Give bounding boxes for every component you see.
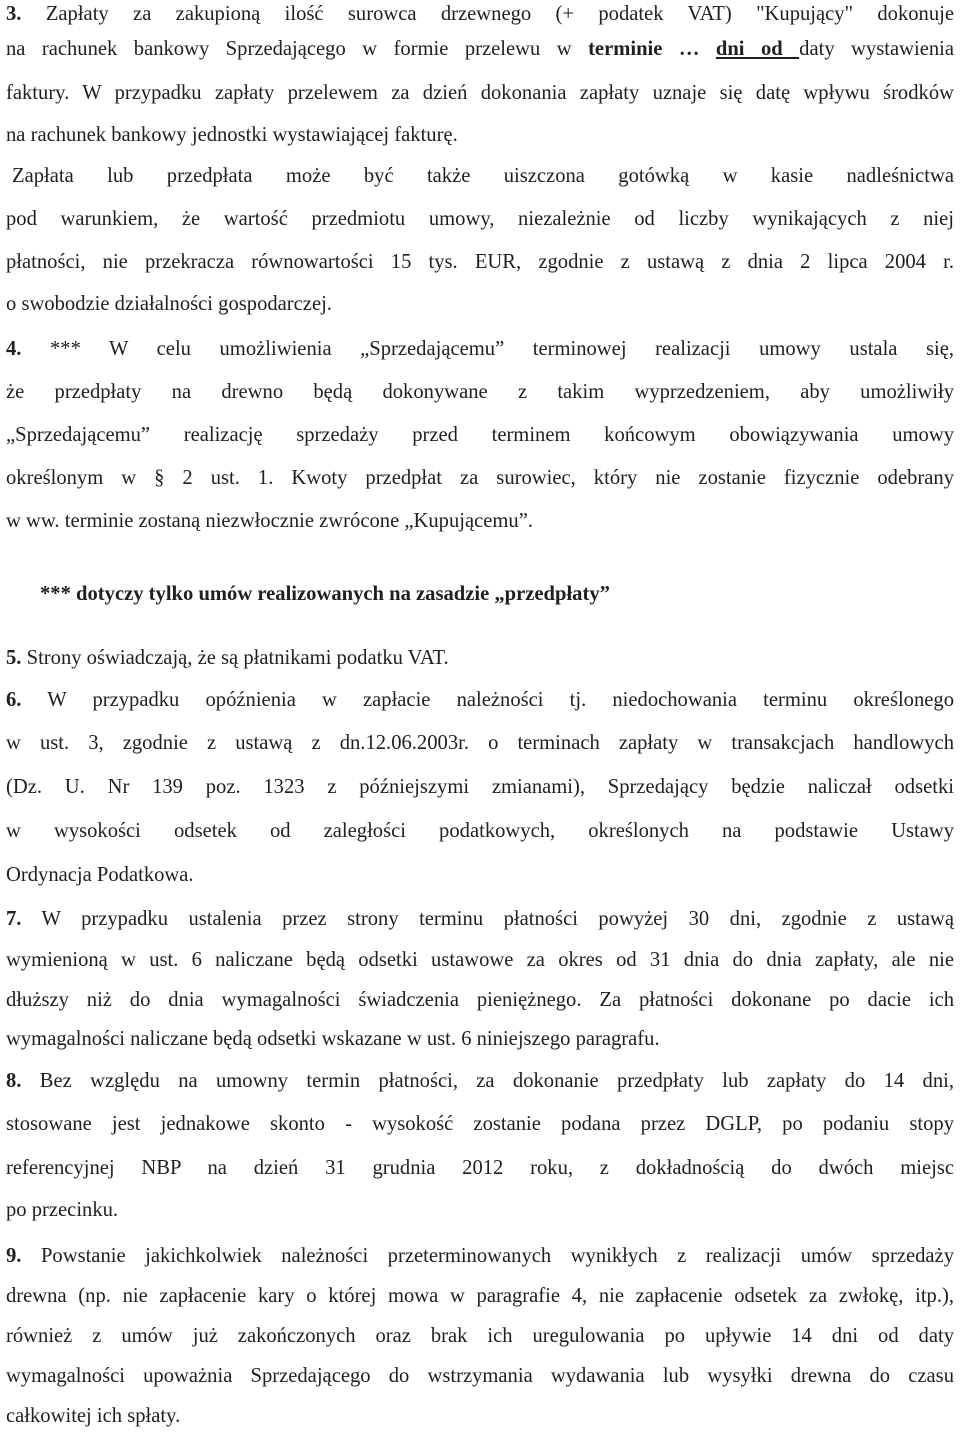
item-number-3: 3. (6, 3, 22, 25)
paragraph-9-line-1: 9. Powstanie jakichkolwiek należności przeterminowanych wynikłych z realizacji umów sprzedaży (6, 1245, 954, 1267)
item-number-5: 5. (6, 647, 22, 669)
item-number-4: 4. (6, 338, 22, 360)
paragraph-4-line-4: określonym w § 2 ust. 1. Kwoty przedpłat za surowiec, który nie zostanie fizycznie odebrany (6, 467, 954, 489)
paragraph-9-line-3: również z umów już zakończonych oraz brak ich uregulowania po upływie 14 dni od daty (6, 1325, 954, 1347)
paragraph-cash-line-4: o swobodzie działalności gospodarczej. (6, 293, 332, 315)
paragraph-7-line-1: 7. W przypadku ustalenia przez strony terminu płatności powyżej 30 dni, zgodnie z ustawą (6, 908, 955, 930)
paragraph-8-line-4: po przecinku. (6, 1199, 119, 1221)
paragraph-8-line-2: stosowane jest jednakowe skonto - wysokość zostanie podana przez DGLP, po podaniu stopy (6, 1113, 954, 1135)
prepayment-footnote: *** dotyczy tylko umów realizowanych na zasadzie „przedpłaty” (40, 583, 610, 605)
paragraph-8-line-1: 8. Bez względu na umowny termin płatności, za dokonanie przedpłaty lub zapłaty do 14 dni, (6, 1070, 954, 1092)
paragraph-6-line-3: (Dz. U. Nr 139 poz. 1323 z późniejszymi zmianami), Sprzedający będzie naliczał odsetki (6, 776, 954, 798)
payment-term-days: dni od (715, 38, 800, 60)
payment-term: terminie … (588, 38, 716, 60)
paragraph-cash-line-3: płatności, nie przekracza równowartości 15 tys. EUR, zgodnie z ustawą z dnia 2 lipca 2004 r. (6, 251, 954, 273)
paragraph-7-line-3: dłuższy niż do dnia wymagalności świadczenia pieniężnego. Za płatności dokonane po dacie ich (6, 989, 954, 1011)
paragraph-4-line-3: „Sprzedającemu” realizację sprzedaży przed terminem końcowym obowiązywania umowy (6, 424, 954, 446)
paragraph-9-line-2: drewna (np. nie zapłacenie kary o której mowa w paragrafie 4, nie zapłacenie odsetek za zwłokę, itp.), (6, 1285, 954, 1307)
paragraph-cash-line-1: Zapłata lub przedpłata może być także uiszczona gotówką w kasie nadleśnictwa (12, 165, 954, 187)
paragraph-4-line-2: że przedpłaty na drewno będą dokonywane z takim wyprzedzeniem, aby umożliwiły (6, 381, 954, 403)
paragraph-3-line-2: na rachunek bankowy Sprzedającego w formie przelewu w terminie … dni od daty wystawienia (6, 38, 954, 60)
paragraph-6-line-1: 6. W przypadku opóźnienia w zapłacie należności tj. niedochowania terminu określonego (6, 689, 955, 711)
paragraph-6-line-4: w wysokości odsetek od zaległości podatkowych, określonych na podstawie Ustawy (6, 820, 954, 842)
paragraph-3-line-4: na rachunek bankowy jednostki wystawiającej fakturę. (6, 124, 458, 146)
item-number-7: 7. (6, 908, 22, 930)
paragraph-3-line-3: faktury. W przypadku zapłaty przelewem za dzień dokonania zapłaty uznaje się datę wpływu środków (6, 82, 954, 104)
paragraph-6-line-5: Ordynacja Podatkowa. (6, 864, 194, 886)
paragraph-3-line-1: 3. Zapłaty za zakupioną ilość surowca drzewnego (+ podatek VAT) "Kupujący" dokonuje (6, 3, 954, 25)
item-number-6: 6. (6, 689, 22, 711)
paragraph-9-line-5: całkowitej ich spłaty. (6, 1405, 181, 1427)
paragraph-9-line-4: wymagalności upoważnia Sprzedającego do wstrzymania wydawania lub wysyłki drewna do czasu (6, 1365, 954, 1387)
paragraph-cash-line-2: pod warunkiem, że wartość przedmiotu umowy, niezależnie od liczby wynikających z niej (6, 208, 954, 230)
paragraph-4-line-1: 4. *** W celu umożliwienia „Sprzedającemu” terminowej realizacji umowy ustala się, (6, 338, 954, 360)
paragraph-7-line-2: wymienioną w ust. 6 naliczane będą odsetki ustawowe za okres od 31 dnia do dnia zapłaty, ale nie (6, 949, 954, 971)
paragraph-7-line-4: wymagalności naliczane będą odsetki wskazane w ust. 6 niniejszego paragrafu. (6, 1028, 660, 1050)
item-number-9: 9. (6, 1245, 22, 1267)
paragraph-4-line-5: w ww. terminie zostaną niezwłocznie zwrócone „Kupującemu”. (6, 510, 534, 532)
paragraph-6-line-2: w ust. 3, zgodnie z ustawą z dn.12.06.2003r. o terminach zapłaty w transakcjach handlowych (6, 732, 954, 754)
paragraph-5: 5. Strony oświadczają, że są płatnikami podatku VAT. (6, 647, 449, 669)
paragraph-8-line-3: referencyjnej NBP na dzień 31 grudnia 2012 roku, z dokładnością do dwóch miejsc (6, 1157, 954, 1179)
item-number-8: 8. (6, 1070, 22, 1092)
